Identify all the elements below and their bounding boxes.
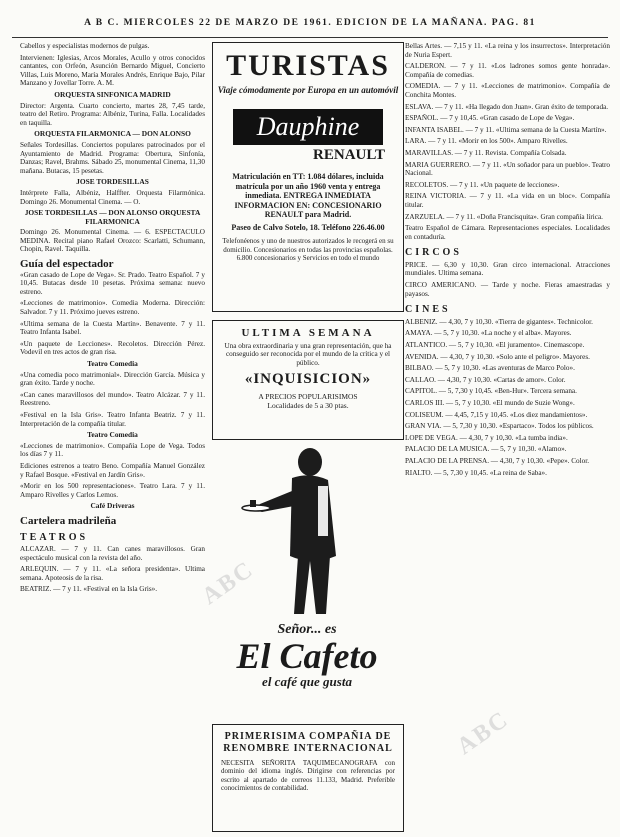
text-paragraph: Intervienen: Iglesias, Arcos Morales, Acullo y otros conocidos cantantes, con Orfeón, Asunción Bernardo Miguel, Concierto Villas, Luis Moreno, María Morales Andrés, Enrique Bajo, Pilar Manzano y Jovellar Torre. A. M. [20,53,205,88]
text-paragraph: RECOLETOS. — 7 y 11. «Un paquete de lecciones». [405,180,560,189]
section-heading: ORQUESTA SINFONICA MADRID [54,89,171,99]
ad-cafeto-brand: El Cafeto [236,636,378,676]
text-paragraph: Bellas Artes. — 7,15 y 11. «La reina y los insurrectos». Interpretación de Nuria Espert. [405,42,610,59]
ad-turistas-body: Matriculación en TT: 1.084 dólares, incluida matrícula por un año 1960 venta y entrega inmediata. ENTREGA INMEDIATA INFORMACION EN: CONCESIONARIO RENAULT para Madrid. [232,172,384,219]
text-paragraph: PALACIO DE LA MUSICA. — 5, 7 y 10,30. «Alamo». [405,445,567,454]
left-column [20,42,205,832]
text-paragraph: ZARZUELA. — 7 y 11. «Doña Francisquita». Gran compañía lírica. [405,212,603,221]
text-paragraph: ALBENIZ. — 4,30, 7 y 10,30. «Tierra de gigantes». Technicolor. [405,317,593,326]
text-paragraph: «Gran casado de Lope de Vega». Sr. Prado. Teatro Español. 7 y 10,45. Butacas desde 10 pesetas. Próxima semana: nuevo estreno. [20,270,205,296]
text-paragraph: «Morir en los 500 representaciones». Teatro Lara. 7 y 11. Amparo Rivelles y Carlos Lemos. [20,482,205,499]
section-heading: Teatro Comedia [87,430,138,440]
section-heading: Cartelera madrileña [20,514,117,527]
text-paragraph: ESPAÑOL. — 7 y 10,45. «Gran casado de Lope de Vega». [405,114,575,123]
right-column [405,42,610,832]
ad-inquisicion [212,320,404,440]
text-paragraph: CARLOS III. — 5, 7 y 10,30. «El mundo de Suzie Wong». [405,399,575,407]
text-paragraph: COMEDIA. — 7 y 11. «Lecciones de matrimonio». Compañía de Conchita Montes. [405,82,610,99]
text-paragraph: MARIA GUERRERO. — 7 y 11. «Un soñador para un pueblo». Teatro Nacional. [405,160,610,178]
header-rule [12,37,608,38]
text-paragraph: «Una comedia poco matrimonial». Dirección García. Música y gran éxito. Tarde y noche. [20,370,205,388]
ad-cafeto-line1: Señor... es [277,622,337,637]
text-paragraph: Cabellos y especialistas modernos de pulgas. [20,42,150,50]
text-paragraph: Ediciones estrenos a teatro Beno. Compañía Manuel González y Rafael Bosque. «Festival en Jardín Gris». [20,461,205,479]
text-paragraph: COLISEUM. — 4,45, 7,15 y 10,45. «Los diez mandamientos». [405,410,588,419]
text-paragraph: AMAYA. — 5, 7 y 10,30. «La noche y el alba». Mayores. [405,329,572,338]
text-paragraph: ATLANTICO. — 5, 7 y 10,30. «El juramento». Cinemascope. [405,341,585,350]
text-paragraph: ESLAVA. — 7 y 11. «Ha llegado don Juan». Gran éxito de temporada. [405,102,609,111]
ad-compania-title: PRIMERISIMA COMPAÑIA DE RENOMBRE INTERNACIONAL [223,731,393,754]
section-heading: Café Driveras [90,501,135,511]
text-paragraph: Intérprete Falla, Albéniz, Halffter. Orquesta Filarmónica. Domingo 26. Monumental Cinema. — O. [20,188,205,206]
text-paragraph: CIRCO AMERICANO. — Tarde y noche. Fieras amaestradas y payasos. [405,281,610,298]
text-paragraph: «Can canes maravillosos del mundo». Teatro Alcázar. 7 y 11. Reestreno. [20,390,205,408]
section-heading: CINES [405,304,451,316]
renault-brand: RENAULT [313,147,385,163]
text-paragraph: Domingo 26. Monumental Cinema. — 6. ESPECTACULO MEDINA. Recital piano Rafael Orozco: Scarlatti, Schumann, Chopin, Ravel. Taquilla. [20,228,205,254]
section-heading: Teatro Comedia [87,359,138,368]
text-paragraph: CAPITOL. — 5, 7,30 y 10,45. «Ben-Hur». Tercera semana. [405,387,577,396]
text-paragraph: MARAVILLAS. — 7 y 11. Revista. Compañía Colsada. [405,148,567,157]
abc-watermark: ABC [197,556,259,610]
section-heading: JOSE TORDESILLAS — DON ALONSO ORQUESTA FILARMONICA [24,208,201,226]
text-paragraph: Director: Argenta. Cuarto concierto, martes 28, 7,45 tarde, teatro del Retiro. Programa: Albéniz, Turina, Falla. Localidades en taquilla. [20,101,205,127]
section-heading: JOSE TORDESILLAS [76,177,149,187]
ad-inquisicion-seats: Localidades de 5 a 30 ptas. [267,401,349,411]
text-paragraph: BILBAO. — 5, 7 y 10,30. «Las aventuras de Marco Polo». [405,364,575,373]
ad-compania [212,724,404,832]
ad-turistas-title: TURISTAS [226,49,390,82]
waiter-illustration [232,446,382,616]
dauphine-logo: Dauphine [233,109,383,145]
text-paragraph: LOPE DE VEGA. — 4,30, 7 y 10,30. «La tumba india». [405,433,568,442]
text-paragraph: GRAN VIA. — 5, 7,30 y 10,30. «Espartaco». Todos los públicos. [405,422,594,431]
ad-turistas-footer: Telefonéenos y uno de nuestros autorizados le recogerá en su domicilio. Concesionarios en todas las provincias españolas. 6.800 concesionarios y Servicios en todo el mundo [222,237,394,262]
ad-compania-body: NECESITA SEÑORITA TAQUIMECANOGRAFA con dominio del idioma inglés. Dirigirse con referencias por escrito al apartado de correos 11.133, Madrid. Preferible conocimientos de contabilidad. [221,759,395,793]
text-paragraph: «Un paquete de Lecciones». Recoletos. Dirección Pérez. Vodevil en tres actos de gran risa. [20,339,205,357]
text-paragraph: «Festival en la Isla Gris». Teatro Infanta Beatriz. 7 y 11. Interpretación de la compañía titular. [20,410,205,428]
text-paragraph: REINA VICTORIA. — 7 y 11. «La vida en un bloc». Compañía titular. [405,192,610,209]
text-paragraph: PRICE. — 6,30 y 10,30. Gran circo internacional. Atracciones mundiales. Ultima semana. [405,260,610,278]
ad-turistas-subtitle: Viaje cómodamente por Europa en un automóvil [217,85,399,95]
text-paragraph: «Lecciones de matrimonio». Compañía Lope de Vega. Todos los días 7 y 11. [20,441,205,459]
abc-watermark: ABC [452,706,514,760]
text-paragraph: PALACIO DE LA PRENSA. — 4,30, 7 y 10,30. «Pepe». Color. [405,456,590,465]
text-paragraph: CALLAO. — 4,30, 7 y 10,30. «Cartas de amor». Color. [405,375,566,384]
ad-turistas-address: Paseo de Calvo Sotelo, 18. Teléfono 226.46.00 [231,222,385,232]
text-paragraph: AVENIDA. — 4,30, 7 y 10,30. «Solo ante el peligro». Mayores. [405,352,590,361]
text-paragraph: BEATRIZ. — 7 y 11. «Festival en la Isla Gris». [20,585,158,594]
page-header: A B C. MIERCOLES 22 DE MARZO DE 1961. EDICION DE LA MAÑANA. PAG. 81 [84,18,536,28]
section-heading: Guía del espectador [20,258,114,271]
section-heading: TEATROS [20,531,89,543]
text-paragraph: CALDERON. — 7 y 11. «Los ladrones somos gente honrada». Compañía de comedias. [405,62,610,79]
text-paragraph: ALCAZAR. — 7 y 11. Can canes maravillosos. Gran espectáculo musical con la revista del año. [20,545,205,562]
ad-cafeto-line2: el café que gusta [262,674,352,689]
section-heading: ORQUESTA FILARMONICA — DON ALONSO [34,129,191,139]
ad-turistas [212,42,404,312]
text-paragraph: ARLEQUIN. — 7 y 11. «La señora presidenta». Ultima semana. Apoteosis de la risa. [20,565,205,582]
ad-inquisicion-title: «INQUISICION» [244,371,372,388]
text-paragraph: «Ultima semana de la Cuesta Martín». Benavente. 7 y 11. Teatro Infanta Isabel. [20,319,205,337]
ad-inquisicion-blurb: Una obra extraordinaria y una gran representación, que ha conseguido ser reconocida por el mundo de la crítica y el público. [224,342,392,367]
ad-inquisicion-top: ULTIMA SEMANA [241,327,375,339]
text-paragraph: INFANTA ISABEL. — 7 y 11. «Ultima semana de la Cuesta Martín». [405,125,607,134]
text-paragraph: LARA. — 7 y 11. «Morir en los 500». Amparo Rivelles. [405,137,568,146]
text-paragraph: Señales Tordesillas. Conciertos populares patrocinados por el Ayuntamiento de Madrid. Programa: Obertura, Sinfonía, Danzas; Ravel, Brahms. Sábado 25, monumental Cinema, 11,30 mañana. Butacas, 15 pesetas. [20,140,205,175]
text-paragraph: RIALTO. — 5, 7,30 y 10,45. «La reina de Saba». [405,468,547,477]
section-heading: CIRCOS [405,247,462,259]
text-paragraph: «Lecciones de matrimonio». Comedia Moderna. Dirección: Salvador. 7 y 11. Próximo jueves estreno. [20,299,205,317]
text-paragraph: Teatro Español de Cámara. Representaciones especiales. Localidades en contaduría. [405,224,610,241]
ad-inquisicion-prices: A PRECIOS POPULARISIMOS [258,392,358,402]
